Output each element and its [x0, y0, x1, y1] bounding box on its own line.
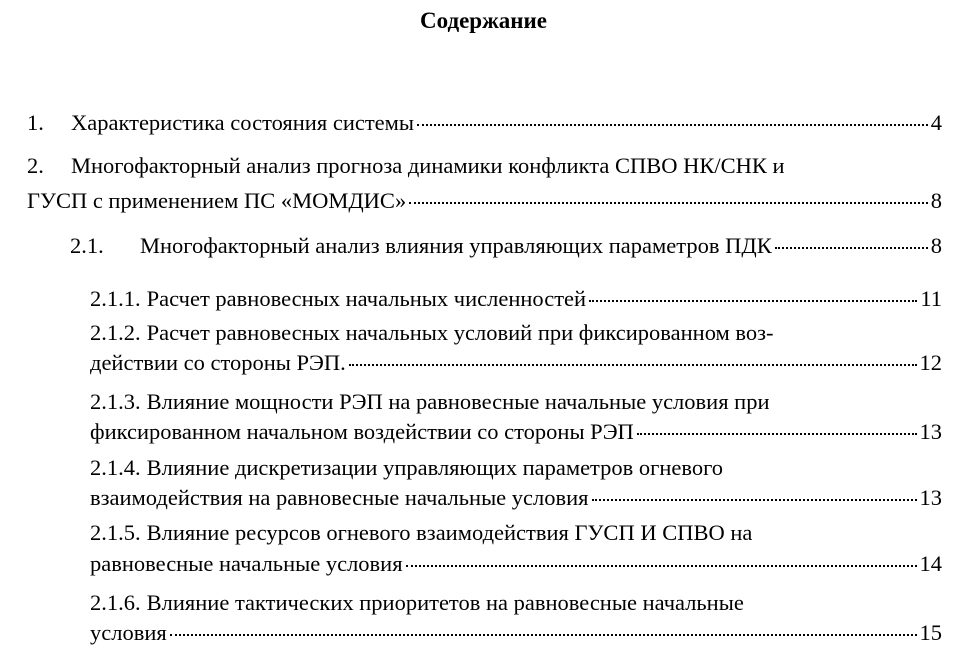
toc-entry-text: условия	[90, 620, 167, 645]
toc-page-number: 11	[920, 286, 942, 311]
toc-leader-dots	[417, 124, 928, 126]
toc-entry-text: Расчет равновесных начальных численностей	[146, 286, 587, 311]
toc-entry-line	[70, 231, 942, 261]
toc-entry-text: Влияние ресурсов огневого взаимодействия ГУСП И СПВО на	[146, 520, 753, 545]
toc-page-number: 4	[930, 110, 942, 135]
toc-entry-number: 2.1.6.	[90, 590, 141, 615]
toc-entry-number: 2.1.5.	[90, 520, 141, 545]
toc-title: Содержание	[420, 8, 547, 33]
toc-entry-number: 2.1.3.	[90, 389, 141, 414]
toc-entry-text: равновесные начальные условия	[90, 551, 403, 576]
toc-entry-line	[90, 453, 942, 483]
toc-entry-line	[90, 549, 942, 579]
toc-entry-line	[90, 588, 942, 618]
toc-entry-line	[90, 618, 942, 648]
toc-entry-text: Расчет равновесных начальных условий при фиксированном воз-	[146, 320, 774, 345]
toc-leader-dots	[592, 499, 917, 501]
toc-page-number: 15	[919, 620, 942, 645]
toc-entry-line	[27, 186, 942, 216]
toc-page-number: 12	[919, 350, 942, 375]
toc-entry-line	[27, 108, 942, 138]
toc-entry-text: Влияние мощности РЭП на равновесные начальные условия при	[146, 389, 770, 414]
toc-entry-text: Многофакторный анализ влияния управляющих параметров ПДК	[140, 233, 772, 258]
toc-entry-line	[27, 151, 942, 181]
toc-page-number: 8	[930, 188, 942, 213]
toc-leader-dots	[349, 364, 917, 366]
toc-leader-dots	[775, 247, 928, 249]
toc-entry-number: 2.1.2.	[90, 320, 141, 345]
toc-entry-text: фиксированном начальном воздействии со стороны РЭП	[90, 419, 634, 444]
toc-entry-line	[90, 417, 942, 447]
toc-entry-line	[90, 284, 942, 314]
toc-entry-text: взаимодействия на равновесные начальные условия	[90, 485, 589, 510]
toc-leader-dots	[589, 300, 917, 302]
toc-entry-number: 1.	[27, 110, 44, 135]
toc-entry-text: Влияние дискретизации управляющих параметров огневого	[146, 455, 724, 480]
toc-leader-dots	[637, 433, 917, 435]
toc-entry-number: 2.1.1.	[90, 286, 141, 311]
toc-entry-text: Многофакторный анализ прогноза динамики конфликта СПВО НК/СНК и	[71, 153, 785, 178]
toc-entry-line	[90, 483, 942, 513]
toc-entry-text: ГУСП с применением ПС «МОМДИС»	[27, 188, 407, 213]
toc-leader-dots	[170, 634, 917, 636]
toc-entry-number: 2.1.	[70, 233, 104, 258]
toc-entry-line	[90, 348, 942, 378]
toc-entry-line	[90, 387, 942, 417]
toc-entry-number: 2.	[27, 153, 44, 178]
toc-page-number: 8	[930, 233, 942, 258]
toc-page-number: 13	[919, 419, 942, 444]
toc-entry-number: 2.1.4.	[90, 455, 141, 480]
toc-page-number: 14	[919, 551, 942, 576]
toc-leader-dots	[409, 202, 928, 204]
toc-page-number: 13	[919, 485, 942, 510]
toc-entry-text: Характеристика состояния системы	[71, 110, 415, 135]
toc-entry-text: действии со стороны РЭП.	[90, 350, 346, 375]
toc-entry-line	[90, 318, 942, 348]
toc-entry-text: Влияние тактических приоритетов на равновесные начальные	[146, 590, 744, 615]
toc-entry-line	[90, 518, 942, 548]
toc-leader-dots	[406, 565, 917, 567]
